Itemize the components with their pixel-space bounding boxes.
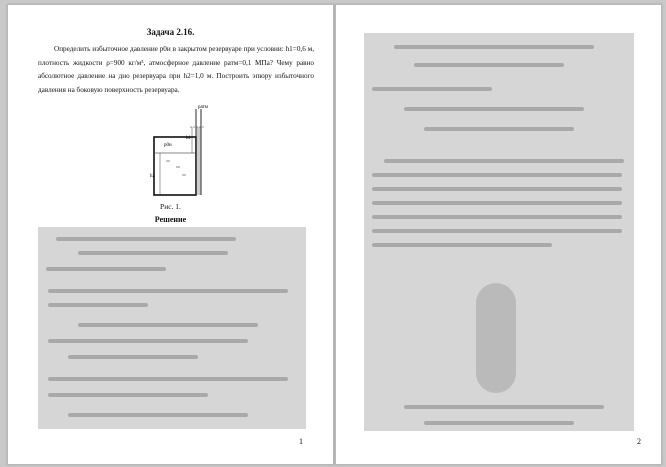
reservoir-figure <box>146 103 208 203</box>
label-h2: h2 <box>150 174 155 179</box>
task-text <box>38 43 314 97</box>
task-paragraph: Определить избыточное давление p0и в закрытом резервуаре при условии: h1=0,6 м, плотность жидкости ρ=900 кг/м³, атмосферное давление pатм=0,1 МПа? Чему равно абсолютное давление на дно резервуара при h2=1,0 м. Построить эпюру избыточного давления на боковую поверхность резервуара. <box>38 45 314 94</box>
figure-caption: Рис. 1. <box>160 202 181 211</box>
label-p0: p0и <box>164 143 172 148</box>
page-1 <box>7 4 334 465</box>
page-number-1: 1 <box>299 437 303 446</box>
task-title: Задача 2.16. <box>146 27 195 37</box>
page-number-2: 2 <box>637 437 641 446</box>
label-h1: h1 <box>186 136 191 141</box>
solution-heading: Решение <box>154 215 187 224</box>
label-patm: pатм <box>198 105 208 110</box>
blurred-solution-area <box>38 227 306 429</box>
tank-outline <box>154 137 196 195</box>
page-2 <box>335 4 662 465</box>
tube-liquid <box>196 127 200 195</box>
blurred-page-content <box>364 33 634 431</box>
